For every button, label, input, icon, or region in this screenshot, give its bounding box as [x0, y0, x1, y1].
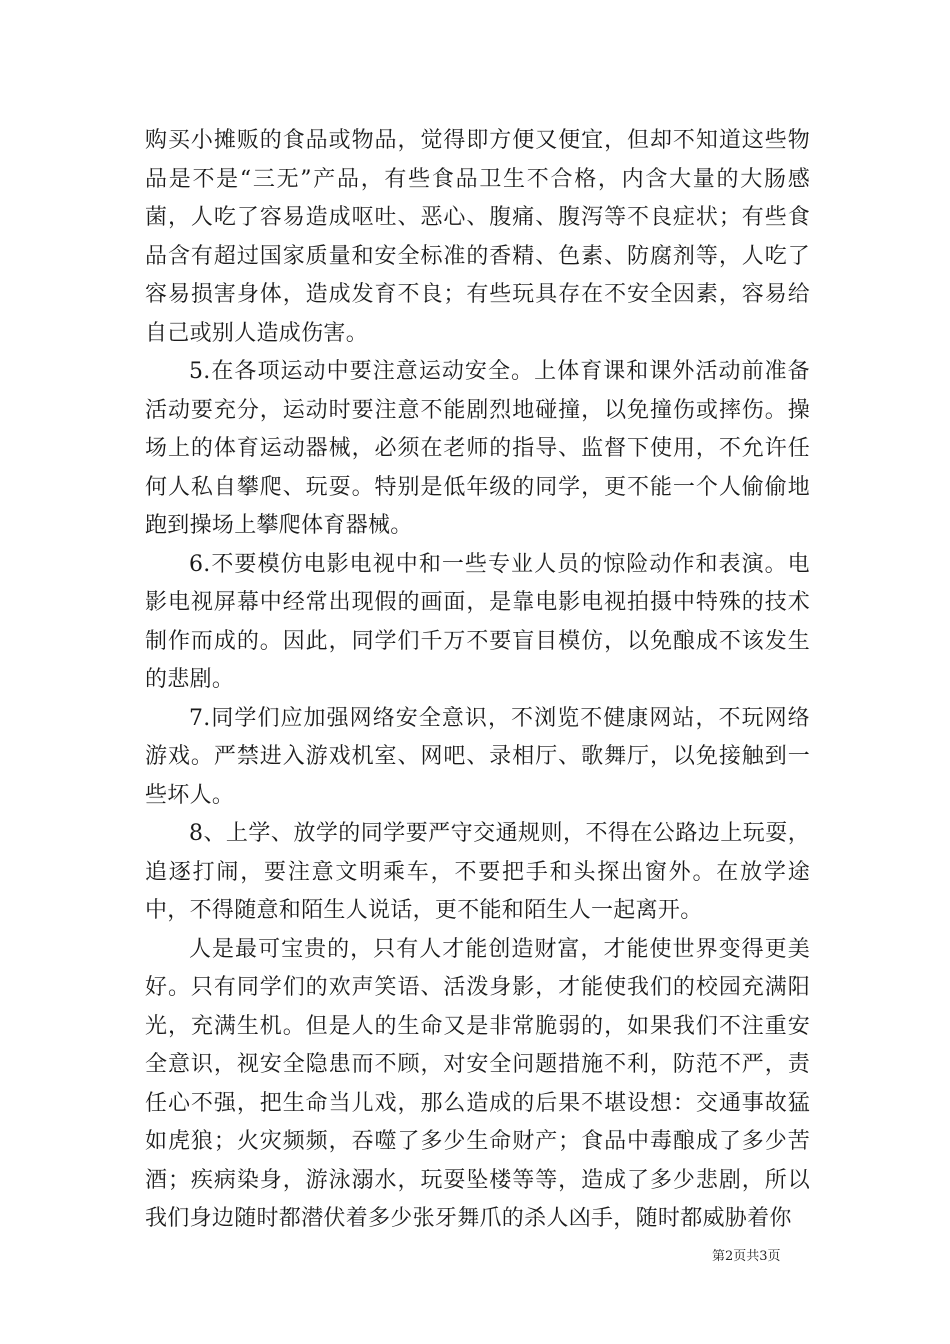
- paragraph-internet-safety: 7.同学们应加强网络安全意识，不浏览不健康网站，不玩网络游戏。严禁进入游戏机室、网吧、录相厅、歌舞厅，以免接触到一些坏人。: [145, 705, 810, 808]
- paragraph-sports-safety: 5.在各项运动中要注意运动安全。上体育课和课外活动前准备活动要充分，运动时要注意不能剧烈地碰撞，以免撞伤或摔伤。操场上的体育运动器械，必须在老师的指导、监督下使用，不允许任何人私自攀爬、玩耍。特别是低年级的同学，更不能一个人偷偷地跑到操场上攀爬体育器械。: [145, 359, 810, 538]
- page-indicator: 第2页共3页: [712, 1249, 781, 1264]
- paragraph-stunt-imitation: 6.不要模仿电影电视中和一些专业人员的惊险动作和表演。电影电视屏幕中经常出现假的画面，是靠电影电视拍摄中特殊的技术制作而成的。因此，同学们千万不要盲目模仿，以免酿成不该发生的悲剧。: [145, 551, 810, 692]
- document-body: [145, 122, 810, 1239]
- paragraph-value-of-life: 人是最可宝贵的，只有人才能创造财富，才能使世界变得更美好。只有同学们的欢声笑语、活泼身影，才能使我们的校园充满阳光，充满生机。但是人的生命又是非常脆弱的，如果我们不注重安全意识，视安全隐患而不顾，对安全问题措施不利，防范不严，责任心不强，把生命当儿戏，那么造成的后果不堪设想：交通事故猛如虎狼；火灾频频，吞噬了多少生命财产；食品中毒酿成了多少苦酒；疾病染身，游泳溺水，玩耍坠楼等等，造成了多少悲剧，所以我们身边随时都潜伏着多少张牙舞爪的杀人凶手，随时都威胁着你: [145, 936, 810, 1231]
- paragraph-food-safety: 购买小摊贩的食品或物品，觉得即方便又便宜，但却不知道这些物品是不是“三无”产品，有些食品卫生不合格，内含大量的大肠感菌，人吃了容易造成呕吐、恶心、腹痛、腹泻等不良症状；有些食品含有超过国家质量和安全标准的香精、色素、防腐剂等，人吃了容易损害身体，造成发育不良；有些玩具存在不安全因素，容易给自己或别人造成伤害。: [145, 128, 810, 346]
- paragraph-traffic-safety: 8、上学、放学的同学要严守交通规则，不得在公路边上玩耍，追逐打闹，要注意文明乘车，不要把手和头探出窗外。在放学途中，不得随意和陌生人说话，更不能和陌生人一起离开。: [145, 821, 810, 923]
